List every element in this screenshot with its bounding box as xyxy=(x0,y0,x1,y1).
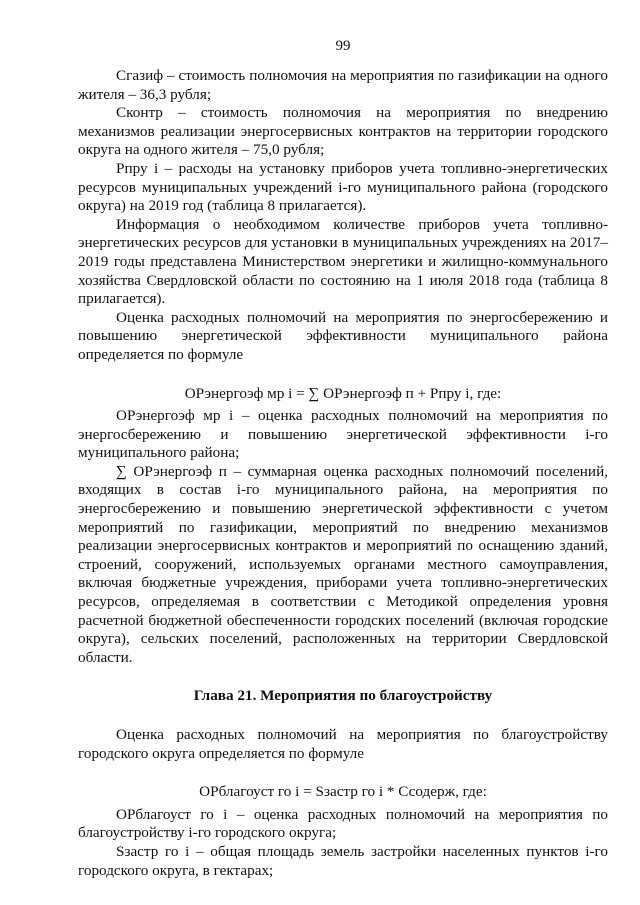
paragraph-improvement-intro: Оценка расходных полномочий на мероприятия по благоустройству городского округа определяется по формуле xyxy=(78,726,608,762)
formula-energy-efficiency: ОРэнергоэф мр i = ∑ ОРэнергоэф п + Рпру i, где: xyxy=(184,384,502,402)
paragraph-assessment-intro: Оценка расходных полномочий на мероприятия по энергосбережению и повышению энергетической эффективности муниципального района определяется по формуле xyxy=(78,308,608,363)
formula-improvement: ОРблагоуст го i = Sзастр го i * Ссодерж, где: xyxy=(199,783,487,801)
paragraph-information: Информация о необходимом количестве приборов учета топливно-энергетических ресурсов для установки в муниципальных учреждениях на 2017–2019 годы представлена Министерством энергетики и жилищно-коммунального хозяйства Свердловской области по состоянию на 1 июля 2018 года (таблица 8 прилагается). xyxy=(78,215,608,308)
paragraph-or-energoef-mr: ОРэнергоэф мр i – оценка расходных полномочий на мероприятия по энергосбережению и повышению энергетической эффективности i-го муниципального района; xyxy=(78,407,608,462)
page-number: 99 xyxy=(335,38,351,54)
paragraph-or-blagoust: ОРблагоуст го i – оценка расходных полномочий на мероприятия по благоустройству i-го городского округа; xyxy=(78,805,608,842)
paragraph-szastr: Sзастр го i – общая площадь земель застройки населенных пунктов i-го городского округа, в гектарах; xyxy=(78,842,608,879)
paragraph-rpru: Рпру i – расходы на установку приборов учета топливно-энергетических ресурсов муниципальных учреждений i-го муниципального района (городского округа) на 2019 год (таблица 8 прилагается). xyxy=(78,159,608,215)
chapter-heading: Глава 21. Мероприятия по благоустройству xyxy=(193,687,493,705)
paragraph-sum-or-energoef: ∑ ОРэнергоэф п – суммарная оценка расходных полномочий поселений, входящих в состав i-го муниципального района, на мероприятия по энергосбережению и повышению энергетической эффективности с учетом мероприятий по газификации, мероприятий по внедрению механизмов реализации энергосервисных контрактов и мероприятий по оснащению зданий, строений, сооружений, используемых органами местного самоуправления, включая бюджетные учреждения, приборами учета топливно-энергетических ресурсов, определяемая в соответствии с Методикой определения уровня расчетной бюджетной обеспеченности городских поселений (включая городские округа), сельских поселений, расположенных на территории Свердловской области. xyxy=(78,462,608,666)
paragraph-sgazif: Сгазиф – стоимость полномочия на мероприятия по газификации на одного жителя – 36,3 рубля; xyxy=(78,67,608,103)
paragraph-skontr: Сконтр – стоимость полномочия на мероприятия по внедрению механизмов реализации энергосервисных контрактов на территории городского округа на одного жителя – 75,0 рубля; xyxy=(78,104,608,159)
